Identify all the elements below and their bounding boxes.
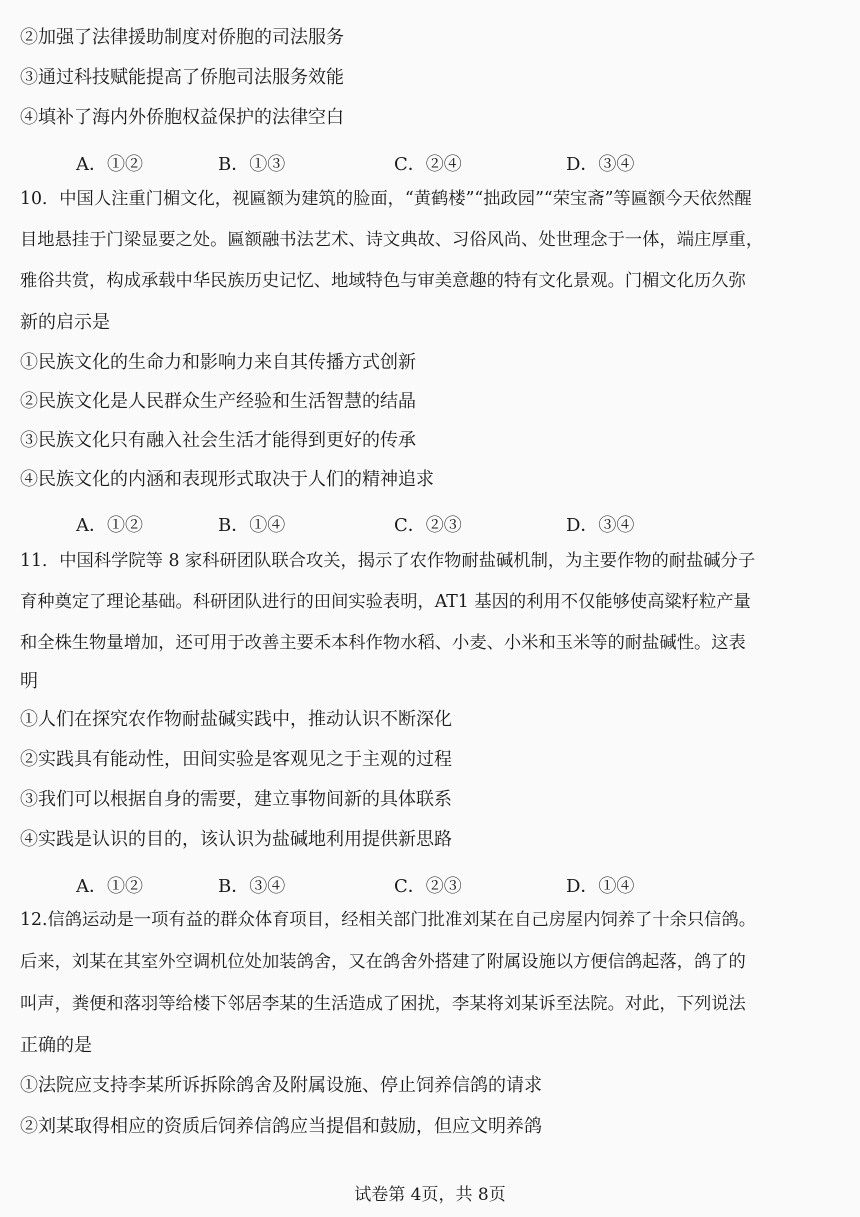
q10-option-c: C．②③ bbox=[394, 515, 462, 536]
q10-statement-2: ②民族文化是人民群众生产经验和生活智慧的结晶 bbox=[20, 391, 416, 412]
q10-stem-line-4: 新的启示是 bbox=[20, 312, 110, 333]
q11-stem-line-3: 和全株生物量增加，还可用于改善主要禾本科作物水稻、小麦、小米和玉米等的耐盐碱性。这表 bbox=[20, 633, 746, 653]
q11-option-c: C．②③ bbox=[394, 876, 462, 897]
q10-stem-line-1: 10．中国人注重门楣文化，视匾额为建筑的脸面，“黄鹤楼”“拙政园”“荣宝斋”等匾额今天依然醒 bbox=[20, 189, 752, 209]
q12-stem-line-1: 12.信鸽运动是一项有益的群众体育项目，经相关部门批准刘某在自己房屋内饲养了十余只信鸽。 bbox=[20, 910, 757, 930]
q11-option-b: B．③④ bbox=[218, 876, 286, 897]
q12-statement-1: ①法院应支持李某所诉拆除鸽舍及附属设施、停止饲养信鸽的请求 bbox=[20, 1075, 542, 1096]
q11-statement-3: ③我们可以根据自身的需要，建立事物间新的具体联系 bbox=[20, 789, 452, 810]
q12-stem-line-4: 正确的是 bbox=[20, 1035, 92, 1056]
q11-stem-line-4: 明 bbox=[20, 671, 38, 692]
q10-stem-line-3: 雅俗共赏，构成承载中华民族历史记忆、地域特色与审美意趣的特有文化景观。门楣文化历久弥 bbox=[20, 271, 746, 291]
q9-statement-3: ③通过科技赋能提高了侨胞司法服务效能 bbox=[20, 67, 344, 88]
q11-statement-4: ④实践是认识的目的，该认识为盐碱地利用提供新思路 bbox=[20, 829, 452, 850]
q10-statement-3: ③民族文化只有融入社会生活才能得到更好的传承 bbox=[20, 430, 416, 451]
q10-option-b: B．①④ bbox=[218, 515, 286, 536]
q9-option-a: A．①② bbox=[76, 154, 143, 175]
q10-option-d: D．③④ bbox=[566, 515, 635, 536]
q10-statement-1: ①民族文化的生命力和影响力来自其传播方式创新 bbox=[20, 352, 416, 373]
q9-option-d: D．③④ bbox=[566, 154, 635, 175]
q12-stem-line-2: 后来，刘某在其室外空调机位处加装鸽舍，又在鸽舍外搭建了附属设施以方便信鸽起落，鸽了的 bbox=[20, 952, 746, 972]
q10-statement-4: ④民族文化的内涵和表现形式取决于人们的精神追求 bbox=[20, 469, 434, 490]
q10-option-a: A．①② bbox=[76, 515, 143, 536]
q11-option-a: A．①② bbox=[76, 876, 143, 897]
q9-option-c: C．②④ bbox=[394, 154, 462, 175]
q9-option-b: B．①③ bbox=[218, 154, 286, 175]
q11-stem-line-1: 11．中国科学院等 8 家科研团队联合攻关，揭示了农作物耐盐碱机制，为主要作物的耐盐碱分子 bbox=[20, 551, 756, 571]
q11-stem-line-2: 育种奠定了理论基础。科研团队进行的田间实验表明，AT1 基因的利用不仅能够使高粱籽粒产量 bbox=[20, 592, 751, 612]
q11-statement-2: ②实践具有能动性，田间实验是客观见之于主观的过程 bbox=[20, 749, 452, 770]
page-footer: 试卷第 4页，共 8页 bbox=[354, 1185, 506, 1205]
q11-statement-1: ①人们在探究农作物耐盐碱实践中，推动认识不断深化 bbox=[20, 709, 452, 730]
q12-statement-2: ②刘某取得相应的资质后饲养信鸽应当提倡和鼓励，但应文明养鸽 bbox=[20, 1116, 542, 1137]
q9-statement-2: ②加强了法律援助制度对侨胞的司法服务 bbox=[20, 27, 344, 48]
q10-stem-line-2: 目地悬挂于门梁显要之处。匾额融书法艺术、诗文典故、习俗风尚、处世理念于一体，端庄厚重， bbox=[20, 230, 764, 250]
q9-statement-4: ④填补了海内外侨胞权益保护的法律空白 bbox=[20, 107, 344, 128]
q12-stem-line-3: 叫声，粪便和落羽等给楼下邻居李某的生活造成了困扰，李某将刘某诉至法院。对此，下列说法 bbox=[20, 994, 746, 1014]
q11-option-d: D．①④ bbox=[566, 876, 635, 897]
